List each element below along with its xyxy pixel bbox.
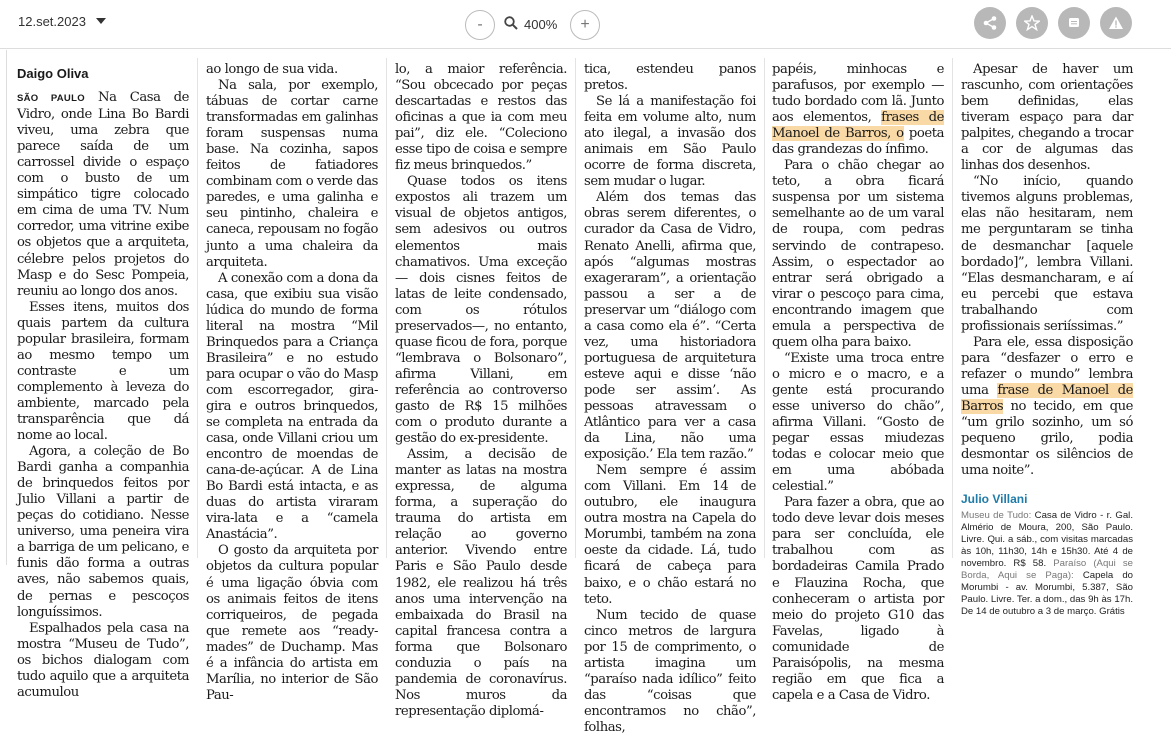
paragraph: ao longo de sua vida. [206, 62, 338, 77]
page-edge [6, 50, 7, 565]
paragraph: Nem sempre é assim com Villani. Em 14 de outubro, ele inaugura outra mostra na Capela do Morumbi, também na zona oeste da cidade. Lá, tudo ficará de cabeça para baixo, e o chão estará no teto. [584, 463, 756, 607]
article-column-6 [961, 62, 1133, 617]
article-column-1 [17, 66, 189, 701]
paragraph: lo, a maior referência. “Sou obcecado por peças descartadas e restos das oficinas a que ia com meu pai”, diz ele. “Coleciono esse tipo de coisa e sempre fiz meus brinquedos.” [395, 62, 567, 174]
paragraph: Para o chão chegar ao teto, a obra ficará suspensa por um sistema semelhante ao de um varal de roupa, com pedras servindo de contrapeso. Assim, o espectador ao entrar será obrigado a virar o pescoço para cima, encontrando imagem que emula a perspectiva de quem olha para baixo. [772, 158, 944, 350]
favorite-button[interactable] [1016, 7, 1048, 39]
star-icon [1024, 15, 1040, 31]
alert-icon [1108, 15, 1124, 31]
paragraph: tica, estendeu panos pretos. [584, 62, 756, 94]
comment-button[interactable] [1058, 7, 1090, 39]
viewer-toolbar [0, 0, 1171, 49]
paragraph: Num tecido de quase cinco metros de largura por 15 de comprimento, o artista imagina um “paraíso nada idílico” feito das “coisas que encontramos no chão”, folhas, [584, 607, 756, 735]
paragraph: Na sala, por exemplo, tábuas de cortar carne transformadas em galinhas foram suspensas numa base. Na cozinha, sapos feitos de fatiadores combinam com o verde das paredes, e uma galinha e seu pintinho, chaleira e caneca, repousam no fogão junto a uma chaleira da arquiteta. [206, 78, 378, 270]
chevron-down-icon[interactable] [96, 18, 106, 24]
paragraph: Além dos temas das obras serem diferentes, o curador da Casa de Vidro, Renato Anelli, afirma que, após “algumas mostras exageraram”, a orientação passou a ser a de preservar um “diálogo com a casa como ela é”. “Certa vez, uma historiadora portuguesa de arquitetura esteve aqui e disse ‘não pode ser assim’. As pessoas atravessam o Atlântico para ver a casa da Lina, não uma exposição.’ Ela tem razão.” [584, 190, 756, 463]
column-divider [386, 58, 387, 558]
column-divider [764, 58, 765, 558]
article-column-2 [206, 62, 378, 704]
search-icon [504, 16, 518, 30]
edition-date[interactable]: 12.set.2023 [18, 14, 86, 29]
paragraph: Agora, a coleção de Bo Bardi ganha a companhia de brinquedos feitos por Julio Villani a partir de peças do cotidiano. Nesse universo, uma peneira vira a barriga de um pelicano, e funis dão forma a outras aves, não sabemos quais, de pernas e pescoços longuíssimos. [17, 444, 189, 620]
paragraph: papéis, minhocas e parafusos, por exemplo — tudo bordado com lã. Junto aos elementos, frases de Manoel de Barros, o poeta das grandezas do ínfimo. [772, 62, 945, 158]
byline: Daigo Oliva [17, 66, 89, 81]
paragraph: Para fazer a obra, que ao todo deve levar dois meses para ser concluída, ele trabalhou com as bordadeiras Camila Prado e Flauzina Rocha, que conheceram o artista por meio do projeto G10 das Favelas, ligado à comunidade de Paraisópolis, na mesma região em que fica a capela e a Casa de Vidro. [772, 495, 944, 703]
info-box: Museu de Tudo: Casa de Vidro - r. Gal. Almério de Moura, 200, São Paulo. Livre. Qui. a sáb., com visitas marcadas às 10h, 11h30, 14h e 15h30. Até 4 de novembro. R$ 58. Paraíso (Aqui se Borda, Aqui se Paga): Capela do Morumbi - av. Morumbi, 5.387, São Paulo. Livre. Ter. a dom., das 9h às 17h. De 14 de outubro a 3 de março. Grátis [961, 510, 1133, 617]
paragraph: Se lá a manifestação foi feita em volume alto, num ato ilegal, a invasão dos animais em São Paulo ocorre de forma discreta, sem mudar o lugar. [584, 94, 756, 190]
article-column-5 [772, 62, 944, 704]
paragraph: Apesar de haver um rascunho, com orientações bem definidas, elas tiveram espaço para dar palpites, chegando a trocar a cor de algumas das linhas dos desenhos. [961, 62, 1133, 174]
dateline: SÃO PAULO [17, 93, 85, 105]
paragraph: Espalhados pela casa na mostra “Museu de Tudo”, os bichos dialogam com tudo aquilo que a arquiteta acumulou [17, 620, 189, 700]
paragraph: “No início, quando tivemos alguns problemas, elas não hesitaram, nem me perguntaram se tinha de desmanchar [aquele bordado]”, lembra Villani. “Elas desmancharam, e aí eu percebi que estava trabalhando com profissionais seriíssimas.” [961, 174, 1133, 334]
paragraph: Para ele, essa disposição para “desfazer o erro e refazer o mundo” lembra uma frase de Manoel de Barros no tecido, em que “um grilo sozinho, um só pequeno grilo, podia desmontar os silêncios de uma noite”. [961, 334, 1133, 479]
comment-icon [1066, 15, 1082, 31]
column-divider [952, 58, 953, 558]
article-column-3 [395, 62, 567, 720]
column-divider [197, 58, 198, 558]
paragraph: “Existe uma troca entre o micro e o macro, e a gente está procurando esse universo do chão”, afirma Villani. “Gosto de pegar essas miudezas todas e colocar meio que em uma abóbada celestial.” [772, 350, 944, 495]
highlighted-text[interactable]: frases de Manoel de Barros, o [772, 110, 945, 142]
zoom-level: 400% [524, 17, 558, 32]
paragraph: Quase todos os itens expostos ali trazem um visual de objetos antigos, sem adesivos ou outros elementos mais chamativos. Uma exceção — dois cisnes feitos de latas de leite condensado, com os rótulos preservados—, no entanto, quase ficou de fora, porque “lembrava o Bolsonaro”, afirma Villani, em referência ao controverso gasto de R$ 15 milhões com o produto durante a gestão do ex-presidente. [395, 174, 567, 447]
paragraph: Esses itens, muitos dos quais partem da cultura popular brasileira, formam ao mesmo tempo um contraste e um complemento à leveza do ambiente, marcado pela transparência que dá nome ao local. [17, 299, 189, 444]
info-box-title: Julio Villani [961, 492, 1028, 507]
paragraph: A conexão com a dona da casa, que exibiu sua visão lúdica do mundo de forma literal na mostra “Mil Brinquedos para a Criança Brasileira” e no estudo para ocupar o vão do Masp com escorregador, gira-gira e outros brinquedos, se completa na entrada da casa, onde Villani criou um encontro de moendas de cana-de-açúcar. A de Lina Bo Bardi está intacta, e as duas do artista viraram vira-lata e a “camela Anastácia”. [206, 270, 378, 543]
paragraph: O gosto da arquiteta por objetos da cultura popular é uma ligação óbvia com os animais feitos de itens corriqueiros, de pegada que remete aos “ready-mades” de Duchamp. Mas é a infância do artista em Marília, no interior de São Pau- [206, 543, 378, 703]
article-column-4 [584, 62, 756, 736]
column-divider [575, 58, 576, 558]
report-button[interactable] [1100, 7, 1132, 39]
share-icon [982, 15, 998, 31]
zoom-out-button[interactable]: - [465, 10, 495, 40]
share-button[interactable] [974, 7, 1006, 39]
zoom-in-button[interactable]: + [570, 10, 600, 40]
highlighted-text[interactable]: frase de Manoel de Barros [961, 382, 1133, 414]
paragraph: Assim, a decisão de manter as latas na mostra expressa, de alguma forma, a superação do trauma do artista em relação ao governo anterior. Vivendo entre Paris e São Paulo desde 1982, ele realizou há três anos uma intervenção na embaixada do Brasil na capital francesa contra a forma que Bolsonaro conduzia o país na pandemia de coronavírus. Nos muros da representação diplomá- [395, 447, 567, 719]
paragraph: SÃO PAULO Na Casa de Vidro, onde Lina Bo Bardi viveu, uma zebra que parece saída de um carrossel divide o espaço com o busto de um simpático tigre colocado em cima de uma TV. Num corredor, uma vitrine exibe os objetos que a arquiteta, célebre pelos projetos do Masp e do Sesc Pompeia, reuniu ao longo dos anos. [17, 90, 189, 299]
